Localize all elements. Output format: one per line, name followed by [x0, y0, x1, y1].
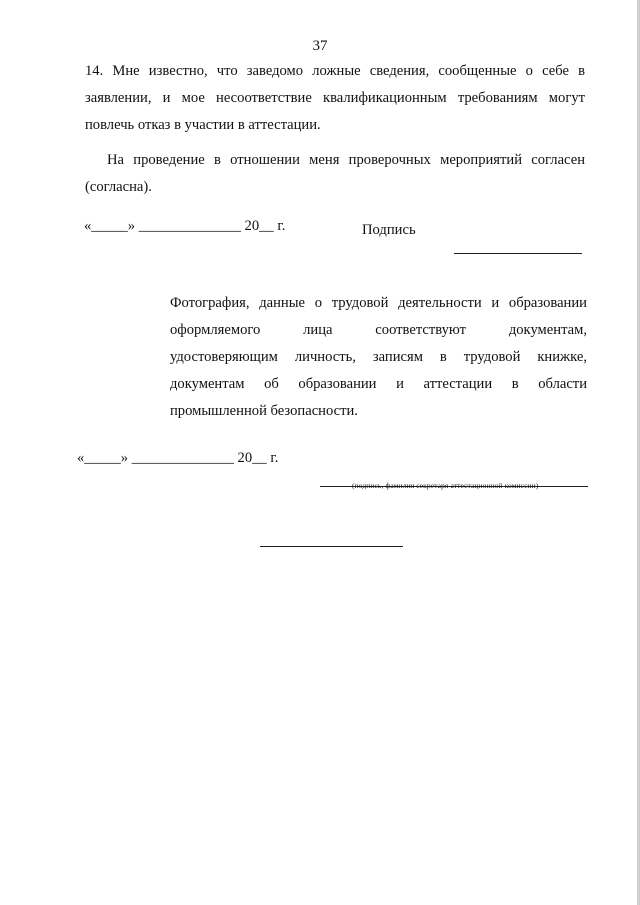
photo-block-line: удостоверяющим личность, записям в трудовой книжке, — [170, 349, 587, 365]
photo-verification-block — [170, 290, 587, 425]
date-line-secretary: «_____» ______________ 20__ г. — [77, 450, 279, 466]
consent-paragraph: На проведение в отношении меня проверочных мероприятий согласен (согласна). — [85, 152, 585, 195]
paragraph-14: 14. Мне известно, что заведомо ложные сведения, сообщенные о себе в заявлении, и мое несоответствие квалификационным требованиям могут повлечь отказ в участии в аттестации. — [85, 63, 585, 133]
signature-line — [454, 253, 582, 254]
photo-block-line: Фотография, данные о трудовой деятельности и образовании — [170, 295, 587, 311]
closing-line — [260, 546, 403, 547]
date-line-applicant: «_____» ______________ 20__ г. — [84, 218, 286, 234]
secretary-signature-caption: (подпись, фамилия секретаря аттестационной комиссии) — [352, 481, 539, 490]
photo-block-line: промышленной безопасности. — [170, 403, 358, 419]
photo-block-line: документам об образовании и аттестации в области — [170, 376, 587, 392]
photo-block-line: оформляемого лица соответствуют документам, — [170, 322, 587, 338]
signature-label: Подпись — [362, 222, 416, 238]
page-number: 37 — [312, 38, 328, 54]
